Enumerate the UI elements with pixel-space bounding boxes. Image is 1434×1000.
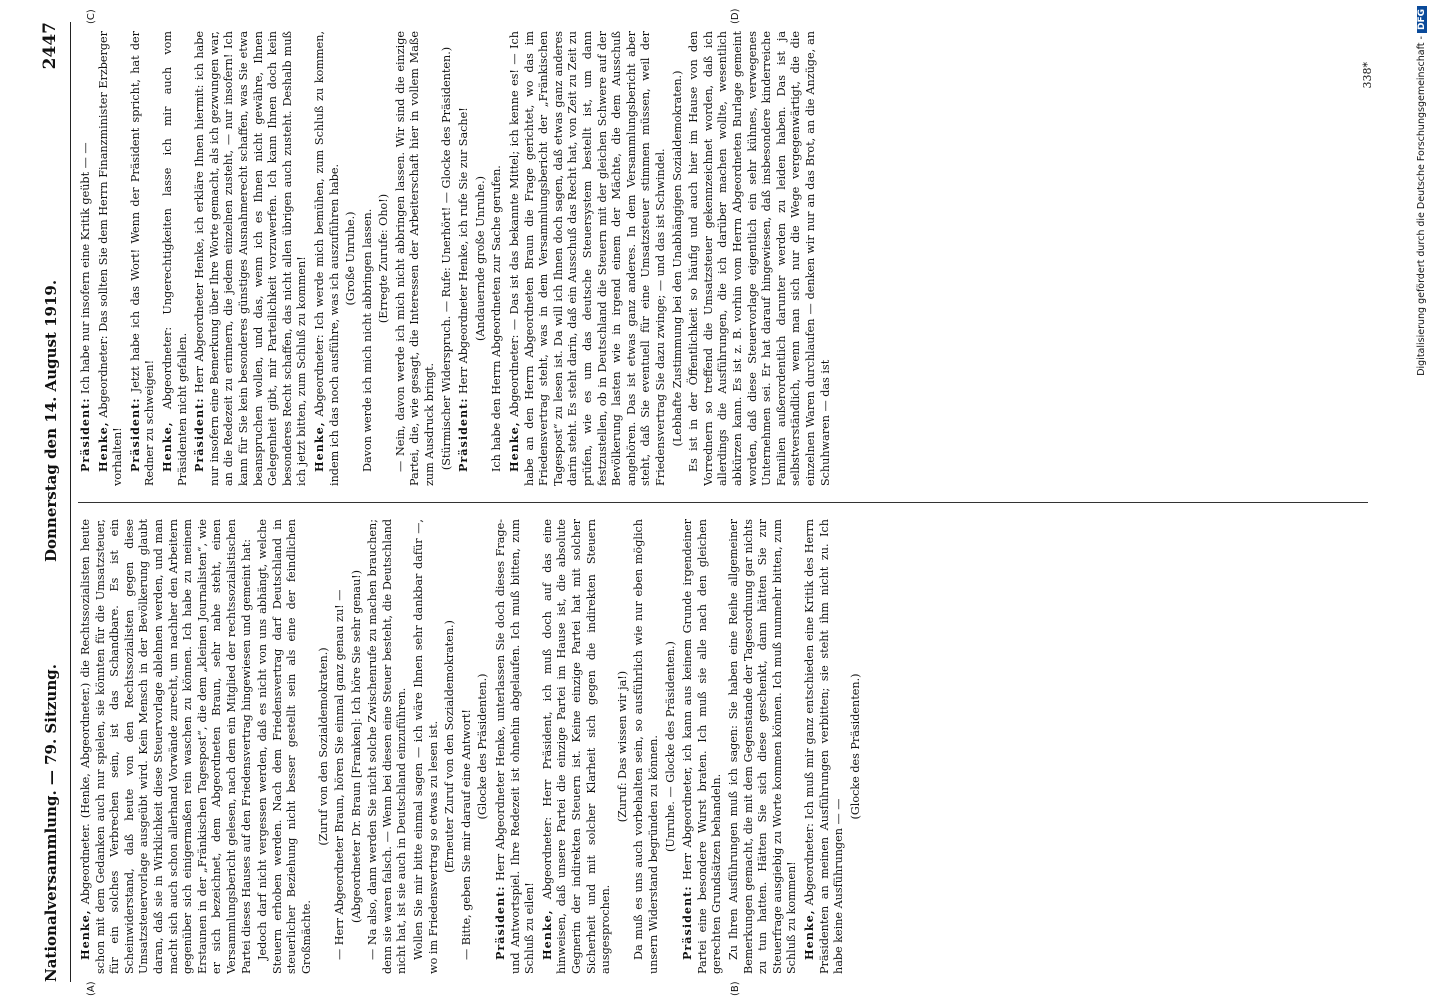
header-date: Donnerstag den 14. August 1919. <box>42 279 60 562</box>
credit-text: Digitalisierung gefördert durch die Deutsche Forschungsgemeinschaft - <box>1416 36 1427 376</box>
paragraph-text: (Unruhe. — Glocke des Präsidenten.) <box>663 641 677 852</box>
paragraph <box>507 31 669 486</box>
paragraph <box>727 519 800 974</box>
paragraph-text: Herr Abgeordneter Henke, ich erkläre Ihnen hiermit: ich habe nur insofern eine Bemerkung über Ihre Worte gemacht, als ich gezwungen war, an die Redezeit zu erinnern, die jedem einzelnen zusteht, — nur insofern! Ich kann für Sie kein besonderes günstiges Ausnahmerecht schaffen, was Sie etwa beanspruchen wollen, und das, wenn ich es Ihnen nicht gewähre, Ihnen Gelegenheit gibt, mir Parteilichkeit vorzuwerfen. Ich kann Ihnen doch kein besonderes Recht schaffen, das nicht allen übrigen auch zusteht. Deshalb muß ich jetzt bitten, zum Schluß zu kommen! <box>193 31 309 486</box>
speaker-name: Präsident: <box>192 397 207 472</box>
paragraph-text: Jedoch darf nicht vergessen werden, daß es nicht von uns abhängt, welche Steuern erhoben werden. Nach dem Friedensvertrag darf Deutschland in steuerlicher Beziehung nicht besser gestellt sein als eine der feindlichen Großmächte. <box>256 519 313 974</box>
header-left-title: Nationalversammlung. — 79. Sitzung. <box>42 664 60 982</box>
paragraph-text: Ich muß mir ganz entschieden eine Kritik des Herrn Präsidenten an meinen Ausführungen verbitten; sie steht ihm nicht zu. Ich habe keine Ausführungen — — <box>802 519 846 974</box>
paragraph <box>671 31 686 486</box>
speaker-name: Präsident: <box>127 397 142 472</box>
paragraph-text: (Lebhafte Zustimmung bei den Unabhängigen Sozialdemokraten.) <box>670 70 684 447</box>
paragraph-text: Herr Abgeordneter Henke, ich rufe Sie zur Sache! <box>457 107 471 394</box>
paragraph-text: — Das ist das bekannte Mittel; ich kenne es! — Ich habe an den Herrn Abgeordneten Braun die Frage gerichtet, wo das im Friedensvertrag steht, was in dem Versammlungsbericht der „Fränkischen Tagespost“ zu lesen ist. Da will ich Ihnen doch sagen, daß etwas ganz anderes darin steht. Es steht darin, daß ein Ausschuß das Recht hat, von Zeit zu Zeit zu prüfen, wie es um das deutsche Steuersystem bestellt ist, um dann festzustellen, ob in Deutschland die Steuern mit der gleichen Schwere auf der Bevölkerung lasten wie in irgend einem der Mächte, die dem Ausschuß angehören. Das ist etwas ganz anderes. In dem Versammlungsbericht aber steht, daß Sie eventuell für eine Umsatzsteuer stimmen müssen, weil der Friedensvertrag Sie dazu zwinge; — und das ist Schwindel. <box>508 31 667 486</box>
speaker-name: Präsident: <box>493 885 508 960</box>
margin-mark-c: (C) <box>86 9 97 24</box>
speaker-role: Abgeordneter: <box>312 334 326 417</box>
paragraph-text: Ich habe den Herrn Abgeordneten zur Sache gerufen. <box>490 165 504 472</box>
paragraph-text: (Henke, Abgeordneter.) die Rechtssozialisten heute schon mit dem Gedanken auch nur spielen, sie könnten für die Umsatzsteuer, für ein solches Verbrechen sein, ist das Schandbare. Es ist ein Scheinwiderstand, daß heute von den Rechtssozialisten gegen diese Umsatzsteuervorlage ausgeübt wird. Kein Mensch in der Bevölkerung glaubt daran, daß sie in Wirklichkeit diese Steuervorlage ablehnen werden, und man macht sich auch schon allerhand Vorwände zurecht, um nachher den Arbeitern gegenüber sich einigermaßen rein waschen zu können. Ich habe zu meinem Erstaunen in der „Fränkischen Tagespost“, die dem „kleinen Journalisten“, wie er sich bezeichnet, dem Abgeordneten Braun, sehr nahe steht, einen Versammlungsbericht gelesen, nach dem ein Mitglied der rechtssozialistischen Partei dieses Hauses auf den Friedensvertrag hingewiesen und gemeint hat: <box>79 519 253 974</box>
paragraph <box>474 31 489 486</box>
paragraph <box>160 31 190 486</box>
page-content <box>30 8 1380 996</box>
paragraph-text: Es ist in der Öffentlichkeit so häufig und auch hier im Hause von den Vorrednern so treffend die Umsatzsteuer gekennzeichnet worden, daß ich allerdings die Ausführungen, die ich darüber machen wollte, wesentlich abkürzen kann. Es ist z. B. vorhin vom Herrn Abgeordneten Burlage gemeint worden, daß diese Steuervorlage eigentlich ein sehr kühnes, verwegenes Unternehmen sei. Er hat darauf hingewiesen, daß insbesondere kinderreiche Familien außerordentlich darunter werden zu leiden haben. Das ist ja selbstverständlich, wenn man sich nur die Wege vergegenwärtigt, die die einzelnen Waren durchlaufen — denken wir nur an das Brot, an die Anzüge, an Schuhwaren — das ist <box>687 31 832 486</box>
speaker-name: Henke, <box>539 909 554 960</box>
paragraph-text: Das sollten Sie dem Herrn Finanzminister Erzberger vorhalten! <box>96 31 125 486</box>
paragraph <box>664 519 679 974</box>
paragraph <box>361 31 376 486</box>
digitization-credit <box>1416 6 1430 994</box>
paragraph <box>344 31 359 486</box>
paragraph <box>366 519 410 974</box>
paragraph-text: — Na also, dann werden Sie nicht solche Zwischenrufe zu machen brauchen; denn sie waren falsch. — Wenn bei diesen eine Steuer besteht, die Deutschland nicht hat, ist sie auch in Deutschland einzuführen. <box>366 519 409 974</box>
paragraph <box>456 31 472 486</box>
paragraph <box>412 519 441 974</box>
paragraph-text: Zu Ihren Ausführungen muß ich sagen: Sie haben eine Reihe allgemeiner Bemerkungen gemacht, die mit dem Gegenstande der Tagesordnung gar nichts zu tun hatten. Hätten Sie sich diese geschenkt, dann hätten Sie zur Steuerfrage ausgiebig zu Worte kommen können. Ich muß nunmehr bitten, zum Schluß zu kommen! <box>726 519 799 974</box>
paragraph <box>333 519 348 974</box>
paragraph <box>680 519 725 974</box>
paragraph <box>849 519 864 974</box>
paragraph <box>616 519 631 974</box>
sheet-mark: 338* <box>1361 62 1374 89</box>
dfg-logo: DFG <box>1417 6 1427 33</box>
paragraph <box>128 31 158 486</box>
paragraph <box>802 519 847 974</box>
page-number: 2447 <box>40 22 60 70</box>
paragraph <box>256 519 314 974</box>
speaker-role: Abgeordneter: <box>540 816 554 900</box>
speaker-name: Henke, <box>95 421 110 472</box>
paragraph <box>96 31 126 486</box>
paragraph-text: (Glocke des Präsidenten.) <box>476 673 490 820</box>
paragraph-text: Jetzt habe ich das Wort! Wenn der Präsident spricht, hat der Redner zu schweigen! <box>128 31 157 486</box>
paragraph-text: Ungerechtigkeiten lasse ich mir auch vom Präsidenten nicht gefallen. <box>160 31 189 486</box>
paragraph-text: (Zuruf: Das wissen wir ja!) <box>615 670 629 823</box>
speaker-role: Abgeordneter: <box>160 326 174 410</box>
paragraph-text: (Stürmischer Widerspruch. — Rufe: Unerhört! — Glocke des Präsidenten.) <box>439 46 453 471</box>
paragraph <box>687 31 833 486</box>
paragraph <box>78 519 254 974</box>
speaker-name: Präsident: <box>78 397 92 472</box>
paragraph-text: — Nein, davon werde ich mich nicht abbringen lassen. Wir sind die einzige Partei, die, wie gesagt, die Interessen der Arbeiterschaft hier in vollem Maße zum Ausdruck bringt. <box>393 31 437 486</box>
paragraph-text: Herr Präsident, ich muß doch auf das eine hinweisen, daß unsere Partei die einzige Partei im Hause ist, die absolute Gegnerin der indirekten Steuern ist. Keine einzige Partei hat mit solcher Sicherheit und mit solcher Klarheit sich gegen die indirekten Steuern ausgesprochen. <box>540 519 613 974</box>
paragraph-text: Herr Abgeordneter, ich kann aus keinem Grunde irgendeiner Partei eine besondere Wurst braten. Ich muß sie alle nach den gleichen gerechten Grundsätzen behandeln. <box>681 519 724 974</box>
paragraph-text: Ich werde mich bemühen, zum Schluß zu kommen, indem ich das noch ausführe, was ich auszuführen habe. <box>312 31 341 486</box>
paragraph-text: (Große Unruhe.) <box>344 211 358 306</box>
margin-mark-a: (A) <box>86 981 97 996</box>
speaker-role: Abgeordneter: <box>96 335 110 418</box>
paragraph <box>312 31 342 486</box>
margin-mark-b: (B) <box>730 981 741 996</box>
right-text-column <box>78 31 1368 486</box>
paragraph <box>350 519 365 974</box>
speaker-name: Präsident: <box>456 397 471 472</box>
margin-mark-d: (D) <box>730 8 741 24</box>
paragraph-text: (Erneuter Zuruf von den Sozialdemokraten.) <box>443 620 457 873</box>
left-text-column <box>78 519 1368 974</box>
speaker-name: Henke, <box>159 421 174 472</box>
speaker-name: Präsident: <box>680 885 695 960</box>
speaker-name: Henke, <box>78 909 92 960</box>
paragraph <box>476 519 491 974</box>
speaker-role: Abgeordneter: <box>802 823 816 906</box>
paragraph-text: (Zuruf von den Sozialdemokraten.) <box>316 647 330 846</box>
paragraph-text: (Glocke des Präsidenten.) <box>848 673 862 820</box>
paragraph <box>443 519 458 974</box>
speaker-role: Abgeordneter. <box>79 823 92 905</box>
paragraph <box>632 519 661 974</box>
paragraph-text: Da muß es uns auch vorbehalten sein, so ausführlich wie nur eben möglich unsern Widerstand begründen zu können. <box>632 519 660 974</box>
column-divider <box>78 502 1368 503</box>
paragraph <box>78 31 94 486</box>
paragraph <box>394 31 438 486</box>
speaker-name: Henke, <box>507 421 522 472</box>
paragraph-text: — Bitte, geben Sie mir darauf eine Antwort! <box>459 709 473 960</box>
paragraph <box>493 519 538 974</box>
speaker-name: Henke, <box>801 909 816 960</box>
speaker-name: Henke, <box>311 421 326 472</box>
paragraph-text: (Abgeordneter Dr. Braun [Franken]: Ich höre Sie sehr genau!) <box>349 569 363 924</box>
paragraph <box>440 31 455 486</box>
paragraph-text: — Herr Abgeordneter Braun, hören Sie einmal ganz genau zu! — <box>333 589 347 960</box>
paragraph-text: (Erregte Zurufe: Oho!) <box>377 193 391 324</box>
page-header <box>30 22 71 982</box>
paragraph <box>540 519 614 974</box>
paragraph <box>377 31 392 486</box>
paragraph-text: Herr Abgeordneter Henke, unterlassen Sie doch dieses Frage- und Antwortspiel. Ihre Redezeit ist ohnehin abgelaufen. Ich muß bitten, zum Schluß zu eilen! <box>494 519 537 974</box>
speaker-role: Abgeordneter: <box>508 334 522 417</box>
paragraph-text: Ich habe nur insofern eine Kritik geübt — — <box>79 142 92 394</box>
paragraph <box>192 31 310 486</box>
paragraph <box>460 519 475 974</box>
paragraph <box>317 519 332 974</box>
paragraph-text: (Andauernde große Unruhe.) <box>473 175 487 342</box>
paragraph <box>490 31 505 486</box>
paragraph-text: Davon werde ich mich nicht abbringen lassen. <box>360 208 374 472</box>
paragraph-text: Wollen Sie mir bitte einmal sagen — ich wäre Ihnen sehr dankbar dafür —, wo im Friedensvertrag so etwas zu lesen ist. <box>412 519 440 974</box>
